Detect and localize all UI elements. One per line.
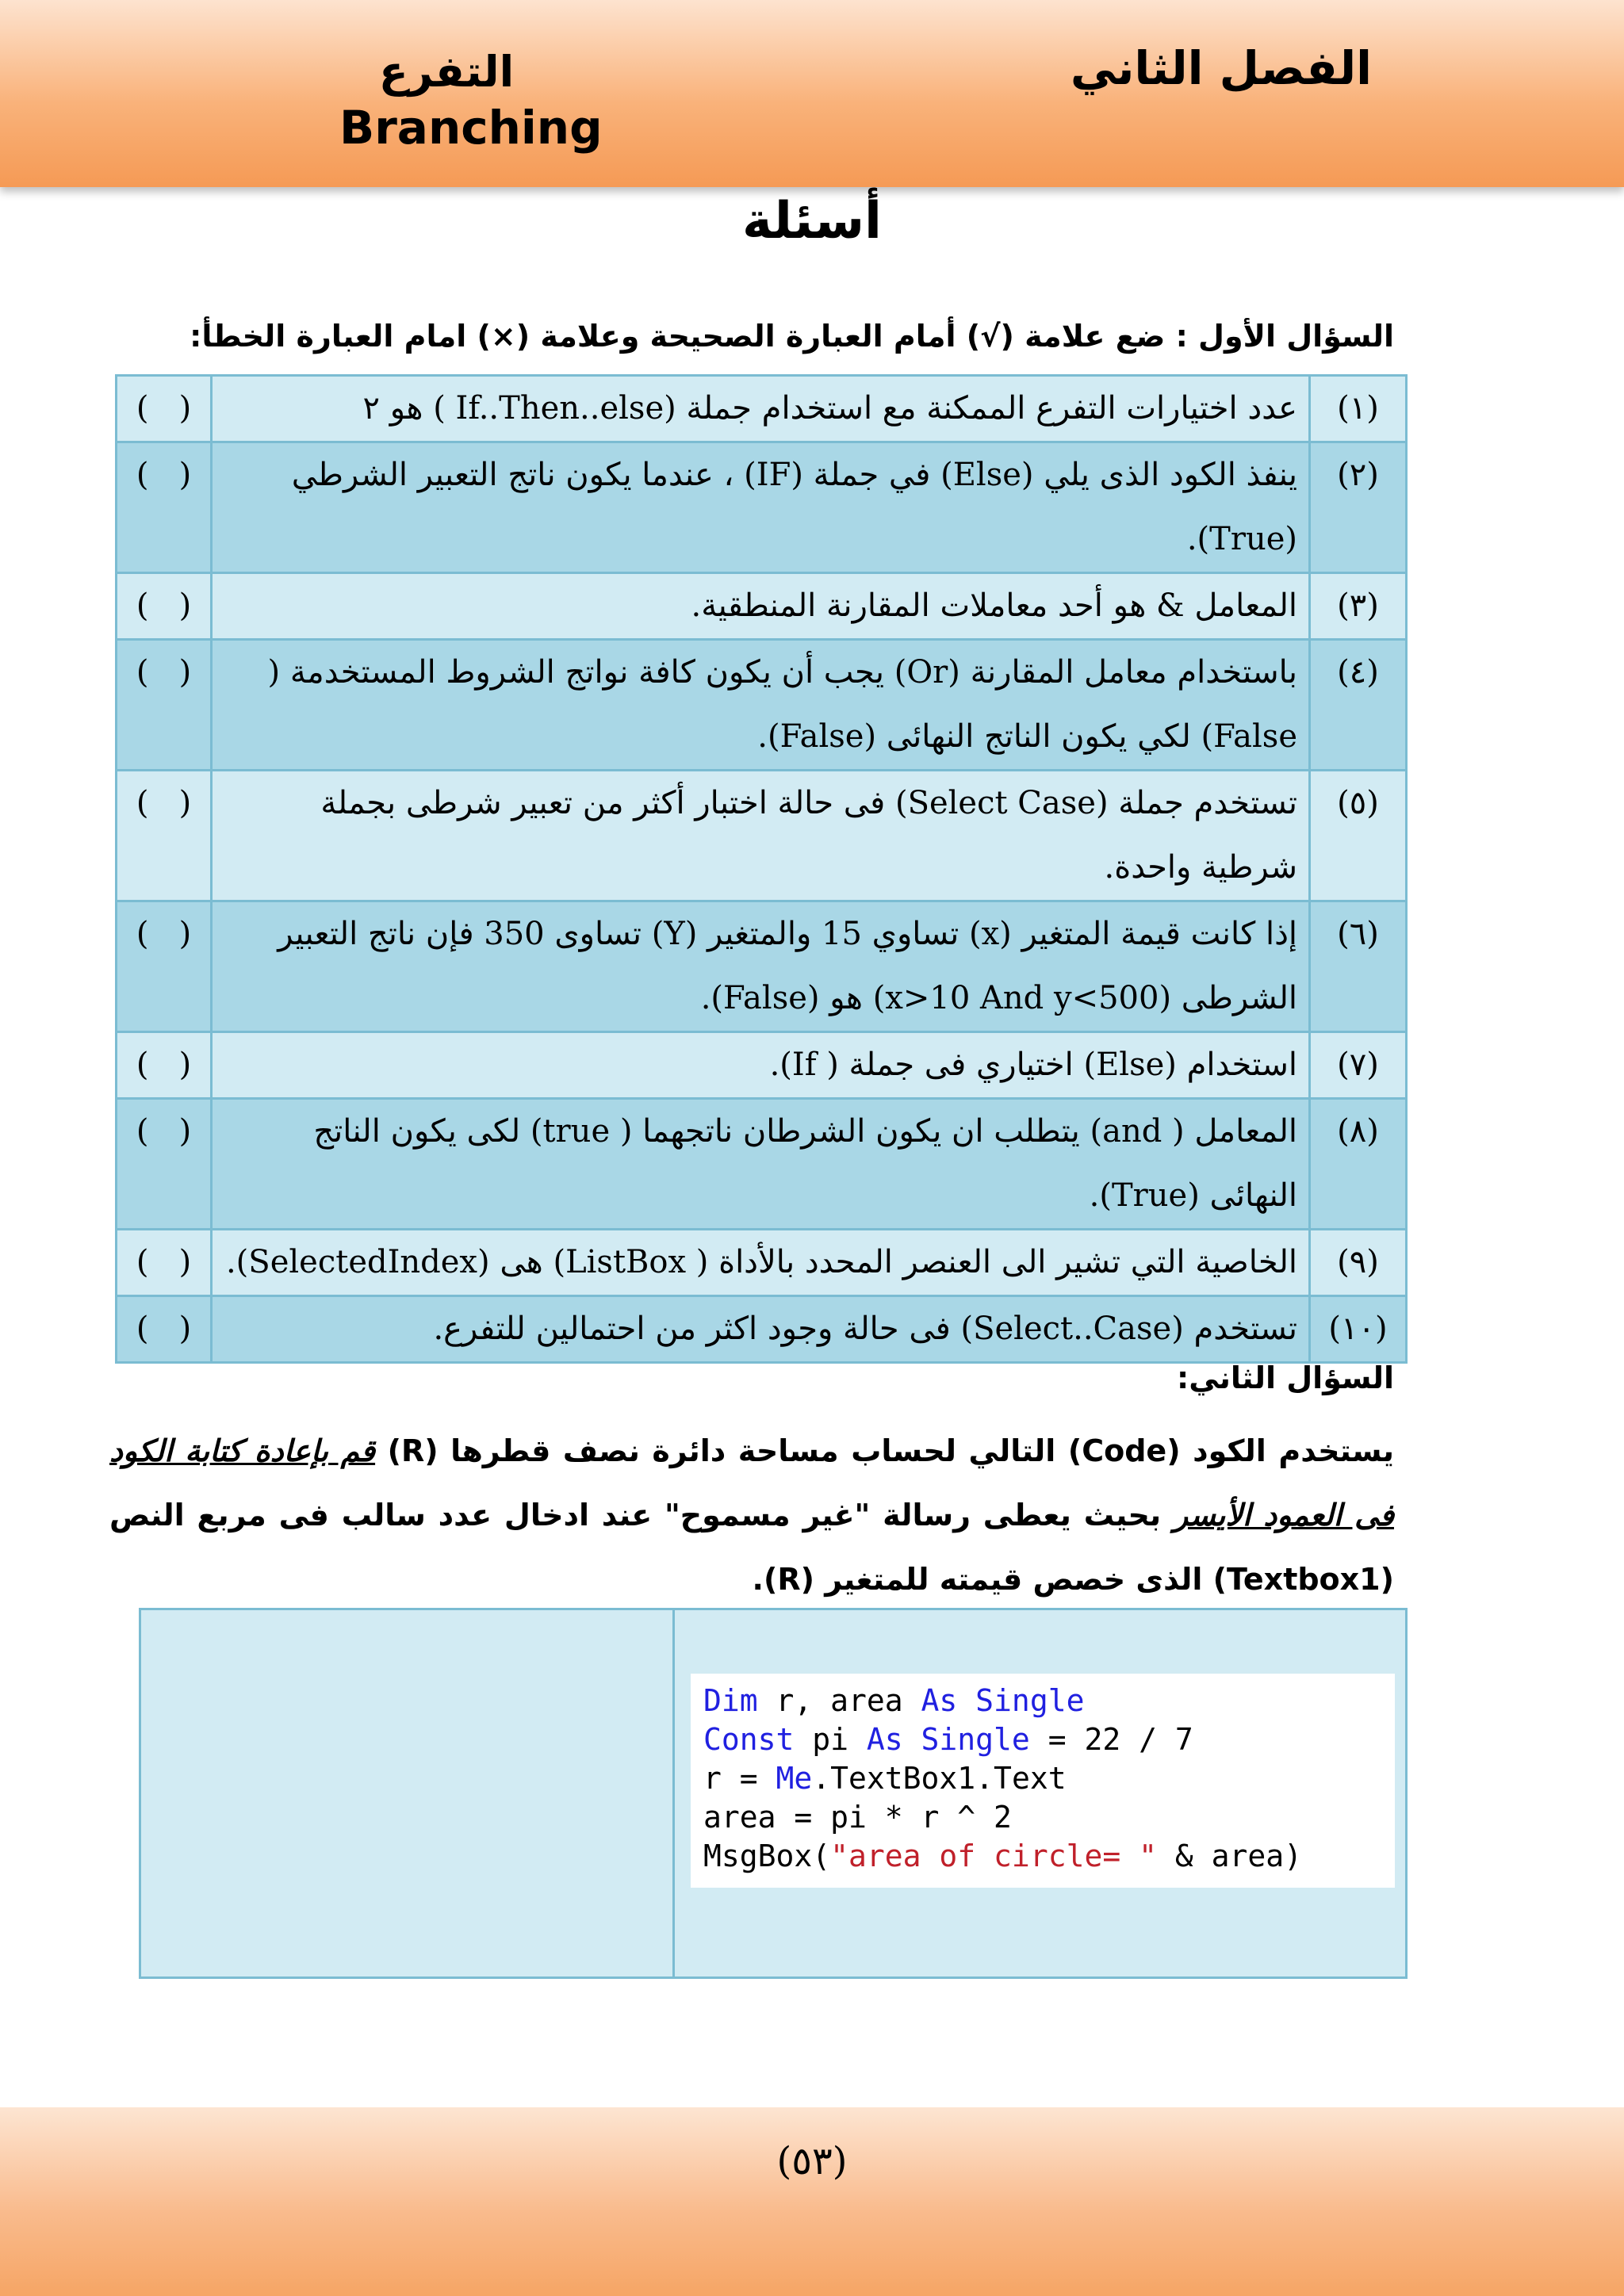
answer-mark[interactable]: ( ) — [117, 901, 212, 1032]
item-number: (٦) — [1310, 901, 1407, 1032]
answer-mark[interactable]: ( ) — [117, 442, 212, 573]
item-statement: المعامل ( and) يتطلب ان يكون الشرطان ناتجهما ( true) لكى يكون الناتج النهائى (True). — [212, 1099, 1310, 1230]
code-snippet — [691, 1674, 1395, 1888]
item-statement: إذا كانت قيمة المتغير (x) تساوي 15 والمتغير (Y) تساوى 350 فإن ناتج التعبير الشرطى (x>10 And y<500) هو (False). — [212, 901, 1310, 1032]
item-number: (١) — [1310, 376, 1407, 442]
page-title: أسئلة — [742, 192, 882, 251]
question2-text-part1: يستخدم الكود (Code) التالي لحساب مساحة دائرة نصف قطرها (R) — [375, 1433, 1395, 1468]
table-row — [117, 1296, 1407, 1363]
table-row — [117, 1032, 1407, 1099]
page-footer — [0, 2107, 1624, 2296]
table-row — [117, 1230, 1407, 1296]
item-statement: باستخدام معامل المقارنة (Or) يجب أن يكون كافة نواتج الشروط المستخدمة ( False) لكي يكون الناتج النهائى (False). — [212, 640, 1310, 771]
item-statement: الخاصية التي تشير الى العنصر المحدد بالأداة ( ListBox) هى (SelectedIndex). — [212, 1230, 1310, 1296]
code-text: & area) — [1156, 1839, 1302, 1873]
question1-heading: السؤال الأول : ضع علامة (√) أمام العبارة الصحيحة وعلامة (×) امام العبارة الخطأ: — [190, 319, 1394, 354]
item-statement: عدد اختيارات التفرع الممكنة مع استخدام جملة (If..Then..else ) هو ٢ — [212, 376, 1310, 442]
code-keyword: As Single — [866, 1722, 1030, 1757]
table-row — [117, 573, 1407, 640]
code-text: r = — [703, 1761, 776, 1796]
code-text: MsgBox( — [703, 1839, 831, 1873]
topic-title-english: Branching — [339, 101, 603, 155]
item-statement: ينفذ الكود الذى يلي (Else) في جملة (IF) ، عندما يكون ناتج التعبير الشرطي (True). — [212, 442, 1310, 573]
answer-mark[interactable]: ( ) — [117, 1230, 212, 1296]
answer-mark[interactable]: ( ) — [117, 376, 212, 442]
table-row — [117, 442, 1407, 573]
true-false-table — [115, 374, 1408, 1364]
code-string: "area of circle= " — [830, 1839, 1157, 1873]
code-keyword: Dim — [703, 1683, 758, 1718]
answer-mark[interactable]: ( ) — [117, 1032, 212, 1099]
code-text: = 22 / 7 — [1029, 1722, 1193, 1757]
topic-title-arabic: التفرع — [378, 47, 515, 97]
answer-mark[interactable]: ( ) — [117, 640, 212, 771]
table-row — [117, 640, 1407, 771]
answer-mark[interactable]: ( ) — [117, 771, 212, 901]
item-statement: تستخدم جملة (Select Case) فى حالة اختبار أكثر من تعبير شرطى بجملة شرطية واحدة. — [212, 771, 1310, 901]
answer-mark[interactable]: ( ) — [117, 1099, 212, 1230]
item-number: (٥) — [1310, 771, 1407, 901]
question2-text — [109, 1419, 1394, 1612]
code-text: pi — [794, 1722, 867, 1757]
table-row — [117, 1099, 1407, 1230]
code-keyword: As Single — [921, 1683, 1085, 1718]
item-number: (٨) — [1310, 1099, 1407, 1230]
item-number: (٢) — [1310, 442, 1407, 573]
item-number: (٣) — [1310, 573, 1407, 640]
item-number: (١٠) — [1310, 1296, 1407, 1363]
code-keyword: Const — [703, 1722, 795, 1757]
answer-mark[interactable]: ( ) — [117, 1296, 212, 1363]
answer-area[interactable] — [141, 1610, 675, 1976]
item-statement: تستخدم (Select..Case) فى حالة وجود اكثر من احتمالين للتفرع. — [212, 1296, 1310, 1363]
item-number: (٤) — [1310, 640, 1407, 771]
chapter-title: الفصل الثاني — [1070, 41, 1372, 95]
code-keyword: Me — [776, 1761, 813, 1796]
question2-heading: السؤال الثاني: — [1177, 1360, 1394, 1395]
page-number: (٥٣) — [776, 2139, 848, 2183]
item-number: (٧) — [1310, 1032, 1407, 1099]
page-header — [0, 0, 1624, 187]
code-text: r, area — [757, 1683, 921, 1718]
table-row — [117, 771, 1407, 901]
question2-text-part2: بحيث يعطى رسالة "غير مسموح" عند ادخال عدد سالب فى مربع النص (Textbox1) الذى خصص قيمته للمتغير (R). — [109, 1498, 1394, 1597]
item-statement: المعامل & هو أحد معاملات المقارنة المنطقية. — [212, 573, 1310, 640]
question2-emphasis: قم بإعادة كتابة الكود فى العمود الأيسر — [109, 1433, 1394, 1533]
item-statement: استخدام (Else) اختياري فى جملة ( If). — [212, 1032, 1310, 1099]
topic-title — [339, 44, 603, 155]
table-row — [117, 376, 1407, 442]
code-text: .TextBox1.Text — [812, 1761, 1067, 1796]
answer-table — [139, 1608, 1408, 1979]
code-text: area = pi * r ^ 2 — [703, 1800, 1012, 1835]
code-cell — [675, 1610, 1405, 1976]
table-row — [117, 901, 1407, 1032]
item-number: (٩) — [1310, 1230, 1407, 1296]
answer-mark[interactable]: ( ) — [117, 573, 212, 640]
